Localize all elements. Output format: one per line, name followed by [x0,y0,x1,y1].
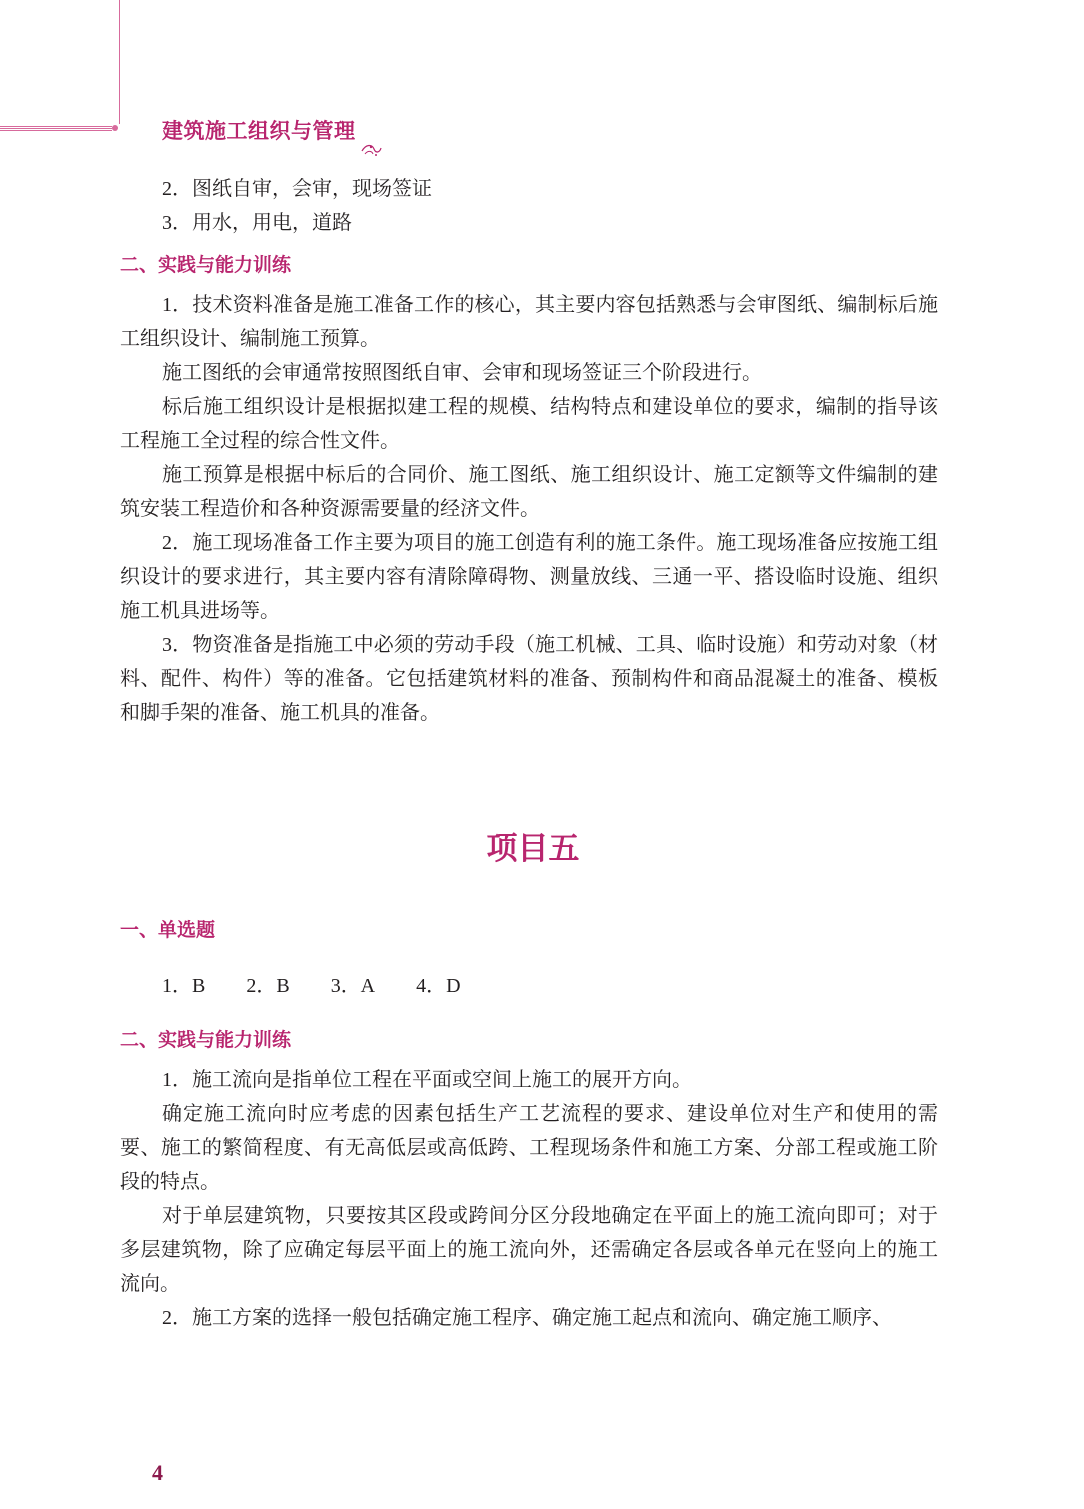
paragraph: 2．施工现场准备工作主要为项目的施工创造有利的施工条件。施工现场准备应按施工组织设计的要求进行，其主要内容有清除障碍物、测量放线、三通一平、搭设临时设施、组织施工机具进场等。 [120,532,938,622]
book-title: 建筑施工组织与管理 [162,119,356,143]
paragraph: 对于单层建筑物，只要按其区段或跨间分区分段地确定在平面上的施工流向即可；对于多层建筑物，除了应确定每层平面上的施工流向外，还需确定各层或各单元在竖向上的施工流向。 [120,1205,938,1295]
answer-choice: 3．A [330,975,376,997]
answer-item: 2．图纸自审，会审，现场签证 [162,178,432,200]
section-heading-single-choice: 一、单选题 [120,919,216,941]
paragraph: 确定施工流向时应考虑的因素包括生产工艺流程的要求、建设单位对生产和使用的需要、施工的繁简程度、有无高低层或高低跨、工程现场条件和施工方案、分部工程或施工阶段的特点。 [120,1103,938,1193]
paragraph: 施工图纸的会审通常按照图纸自审、会审和现场签证三个阶段进行。 [162,362,762,384]
paragraph: 施工预算是根据中标后的合同价、施工图纸、施工组织设计、施工定额等文件编制的建筑安装工程造价和各种资源需要量的经济文件。 [120,464,938,520]
paragraph: 1．施工流向是指单位工程在平面或空间上施工的展开方向。 [162,1069,692,1091]
header-vertical-rule [119,0,120,124]
answer-choice: 1．B [162,975,206,997]
answer-item: 3．用水，用电，道路 [162,212,352,234]
header-rule-dot [112,125,118,131]
paragraph: 1．技术资料准备是施工准备工作的核心，其主要内容包括熟悉与会审图纸、编制标后施工组织设计、编制施工预算。 [120,294,938,350]
paragraph: 3．物资准备是指施工中必须的劳动手段（施工机械、工具、临时设施）和劳动对象（材料、配件、构件）等的准备。它包括建筑材料的准备、预制构件和商品混凝土的准备、模板和脚手架的准备、施工机具的准备。 [120,634,938,724]
header-rule-line-2 [0,128,112,129]
header-rule-line-1 [0,126,112,127]
section-heading-practice: 二、实践与能力训练 [120,254,292,276]
paragraph: 2．施工方案的选择一般包括确定施工程序、确定施工起点和流向、确定施工顺序、 [162,1307,892,1329]
paragraph: 标后施工组织设计是根据拟建工程的规模、结构特点和建设单位的要求，编制的指导该工程施工全过程的综合性文件。 [120,396,938,452]
flourish-icon [360,142,382,158]
answer-choice: 2．B [246,975,290,997]
answer-choice: 4．D [416,975,461,997]
section-heading-practice: 二、实践与能力训练 [120,1029,292,1051]
answer-list [120,969,938,1003]
header-rule-line-3 [0,130,112,131]
project-title: 项目五 [486,831,580,867]
page-content [120,172,938,1335]
page-number: 4 [152,1460,163,1485]
